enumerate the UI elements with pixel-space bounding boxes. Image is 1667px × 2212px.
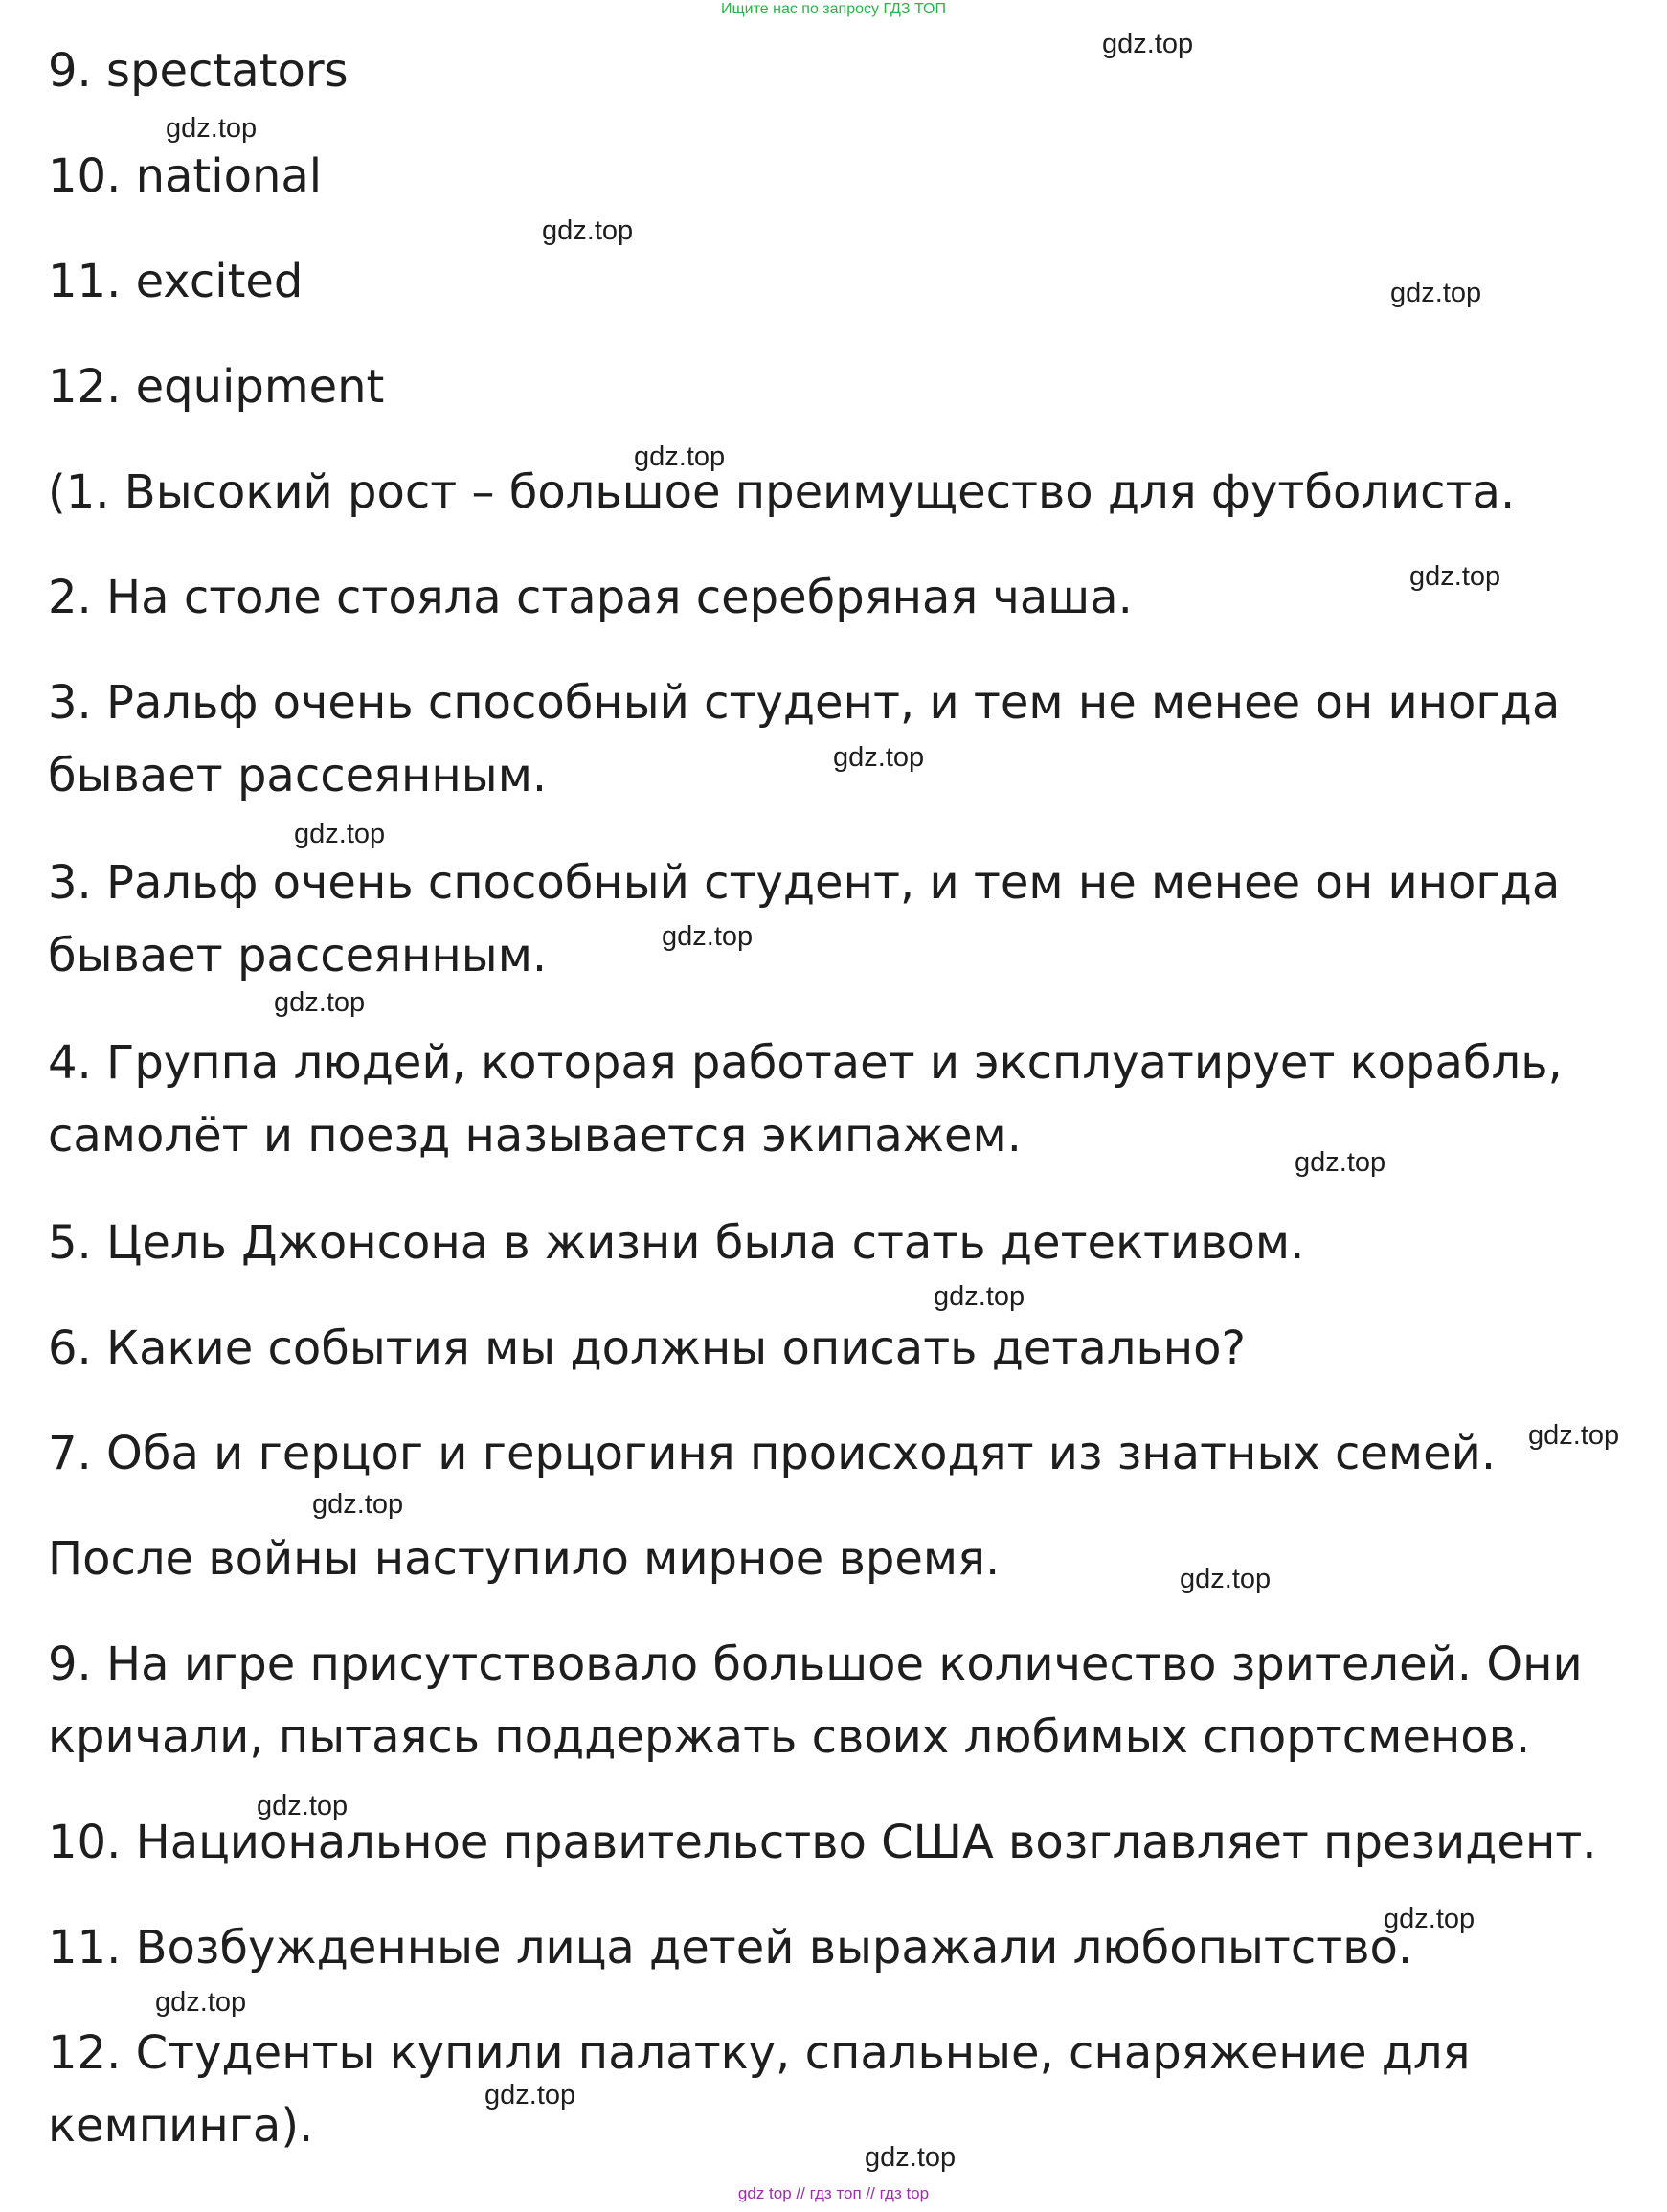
watermark: gdz.top	[1528, 1420, 1620, 1451]
answer-line: 9. На игре присутствовало большое количество зрителей. Они	[48, 1637, 1583, 1691]
answer-line: 11. Возбужденные лица детей выражали любопытство.	[48, 1921, 1413, 1975]
answer-line: 10. national	[48, 149, 323, 203]
answer-line: 2. На столе стояла старая серебряная чаша.	[48, 571, 1133, 624]
answer-line: бывает рассеянным.	[48, 929, 548, 982]
watermark: gdz.top	[1295, 1147, 1386, 1178]
watermark: gdz.top	[1390, 278, 1482, 308]
watermark: gdz.top	[274, 987, 366, 1018]
answer-line: бывает рассеянным.	[48, 749, 548, 802]
answer-line: 3. Ральф очень способный студент, и тем не менее он иногда	[48, 856, 1561, 910]
watermark: gdz.top	[1409, 561, 1501, 592]
answer-line: 6. Какие события мы должны описать детально?	[48, 1321, 1246, 1375]
watermark: gdz.top	[865, 2142, 957, 2173]
footer-credits: gdz top // гдз топ // гдз top	[737, 2184, 930, 2202]
answer-line: самолёт и поезд называется экипажем.	[48, 1109, 1023, 1162]
watermark: gdz.top	[257, 1791, 349, 1821]
answer-line: кричали, пытаясь поддержать своих любимых спортсменов.	[48, 1710, 1531, 1764]
watermark: gdz.top	[833, 742, 925, 773]
watermark: gdz.top	[634, 441, 726, 472]
watermark: gdz.top	[542, 215, 634, 246]
watermark: gdz.top	[934, 1281, 1025, 1312]
watermark: gdz.top	[484, 2080, 576, 2110]
watermark: gdz.top	[1384, 1904, 1476, 1934]
answer-line: 12. equipment	[48, 360, 385, 414]
answer-line: 4. Группа людей, которая работает и эксплуатирует корабль,	[48, 1036, 1563, 1090]
answer-line: 7. Оба и герцог и герцогиня происходят из знатных семей.	[48, 1427, 1497, 1480]
answer-line: 9. spectators	[48, 44, 349, 98]
answer-line: После войны наступило мирное время.	[48, 1532, 1001, 1586]
watermark: gdz.top	[166, 113, 258, 144]
answer-line: 11. excited	[48, 255, 304, 308]
watermark: gdz.top	[312, 1489, 404, 1520]
answer-line: кемпинга).	[48, 2099, 314, 2153]
answer-line: 5. Цель Джонсона в жизни была стать детективом.	[48, 1216, 1305, 1270]
watermark: gdz.top	[662, 921, 754, 952]
top-banner: Ищите нас по запросу ГДЗ ТОП	[721, 1, 946, 17]
watermark: gdz.top	[155, 1987, 247, 2018]
watermark: gdz.top	[1102, 29, 1194, 59]
answer-line: 10. Национальное правительство США возглавляет президент.	[48, 1816, 1597, 1869]
watermark: gdz.top	[1180, 1564, 1272, 1594]
answer-line: 3. Ральф очень способный студент, и тем не менее он иногда	[48, 676, 1561, 730]
answer-line: 12. Студенты купили палатку, спальные, снаряжение для	[48, 2026, 1471, 2080]
answer-line: (1. Высокий рост – большое преимущество для футболиста.	[48, 465, 1516, 519]
watermark: gdz.top	[294, 819, 386, 849]
